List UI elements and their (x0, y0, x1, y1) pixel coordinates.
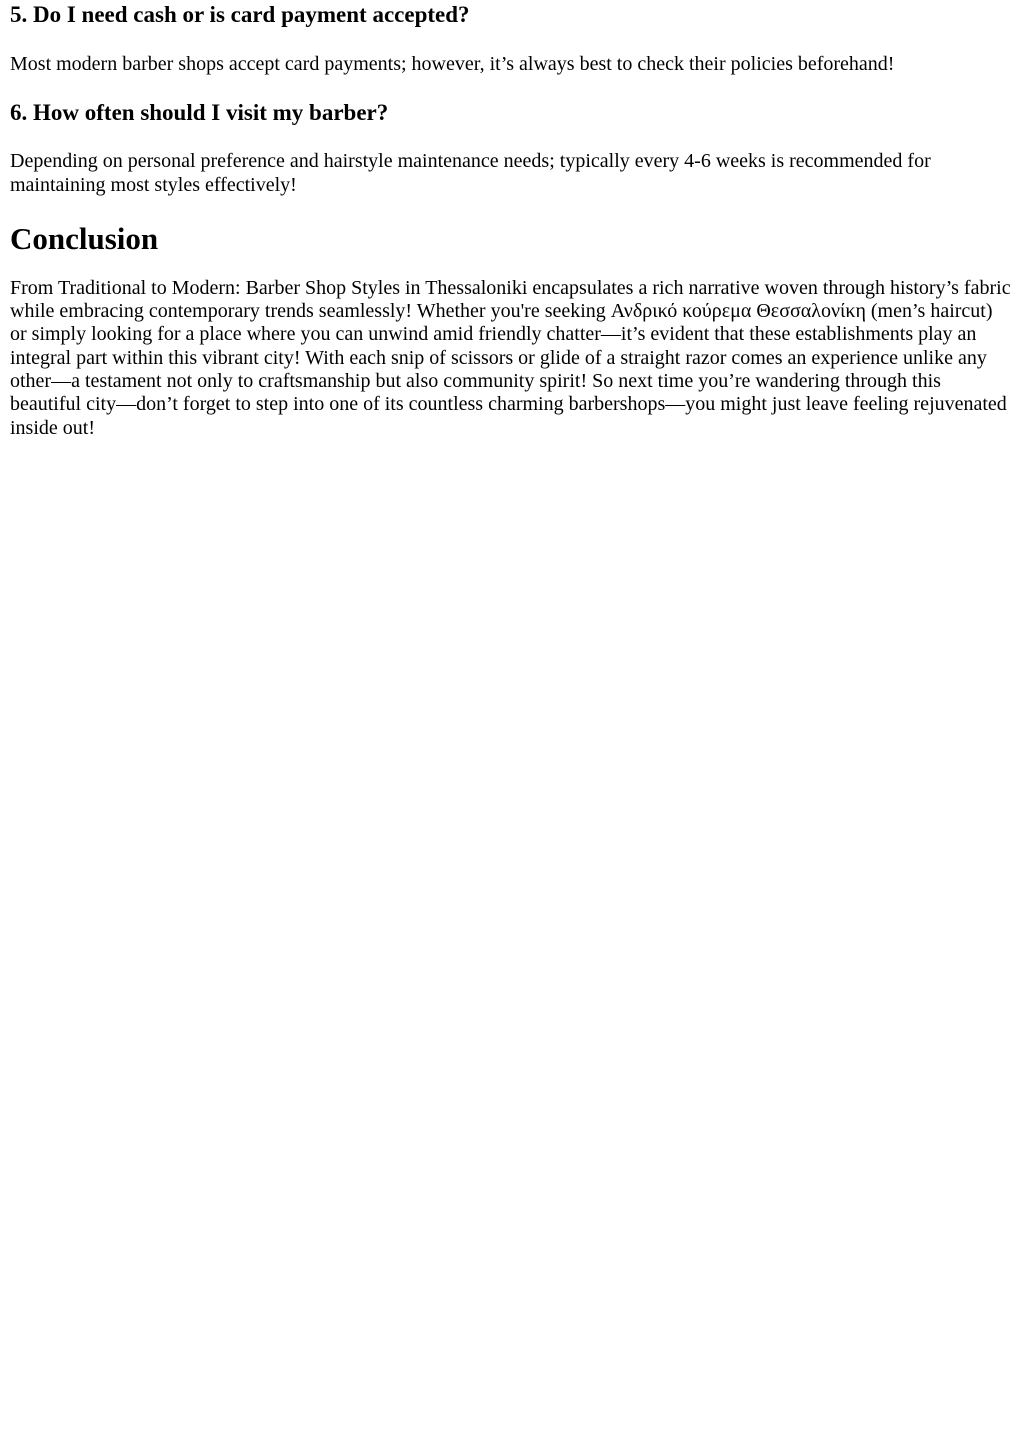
faq-question-5: 5. Do I need cash or is card payment accepted? (10, 2, 470, 27)
faq-answer-5: Most modern barber shops accept card payments; however, it’s always best to check their policies beforehand! (10, 53, 895, 75)
conclusion-paragraph: From Traditional to Modern: Barber Shop Styles in Thessaloniki encapsulates a rich narrative woven through history’s fabric while embracing contemporary trends seamlessly! Whether you're seeking Ανδρικό κούρεμα Θεσσαλονίκη (men’s haircut) or simply looking for a place where you can unwind amid friendly chatter—it’s evident that these establishments play an integral part within this vibrant city! With each snip of scissors or glide of a straight razor comes an experience unlike any other—a testament not only to craftsmanship but also community spirit! So next time you’re wandering through this beautiful city—don’t forget to step into one of its countless charming barbershops—you might just leave feeling rejuvenated inside out! (10, 276, 1011, 439)
faq-answer-6: Depending on personal preference and hairstyle maintenance needs; typically every 4-6 weeks is recommended for maintaining most styles effectively! (10, 150, 931, 196)
faq-question-6: 6. How often should I visit my barber? (10, 100, 389, 126)
article-content (0, 2, 1024, 440)
conclusion-heading: Conclusion (10, 220, 159, 256)
